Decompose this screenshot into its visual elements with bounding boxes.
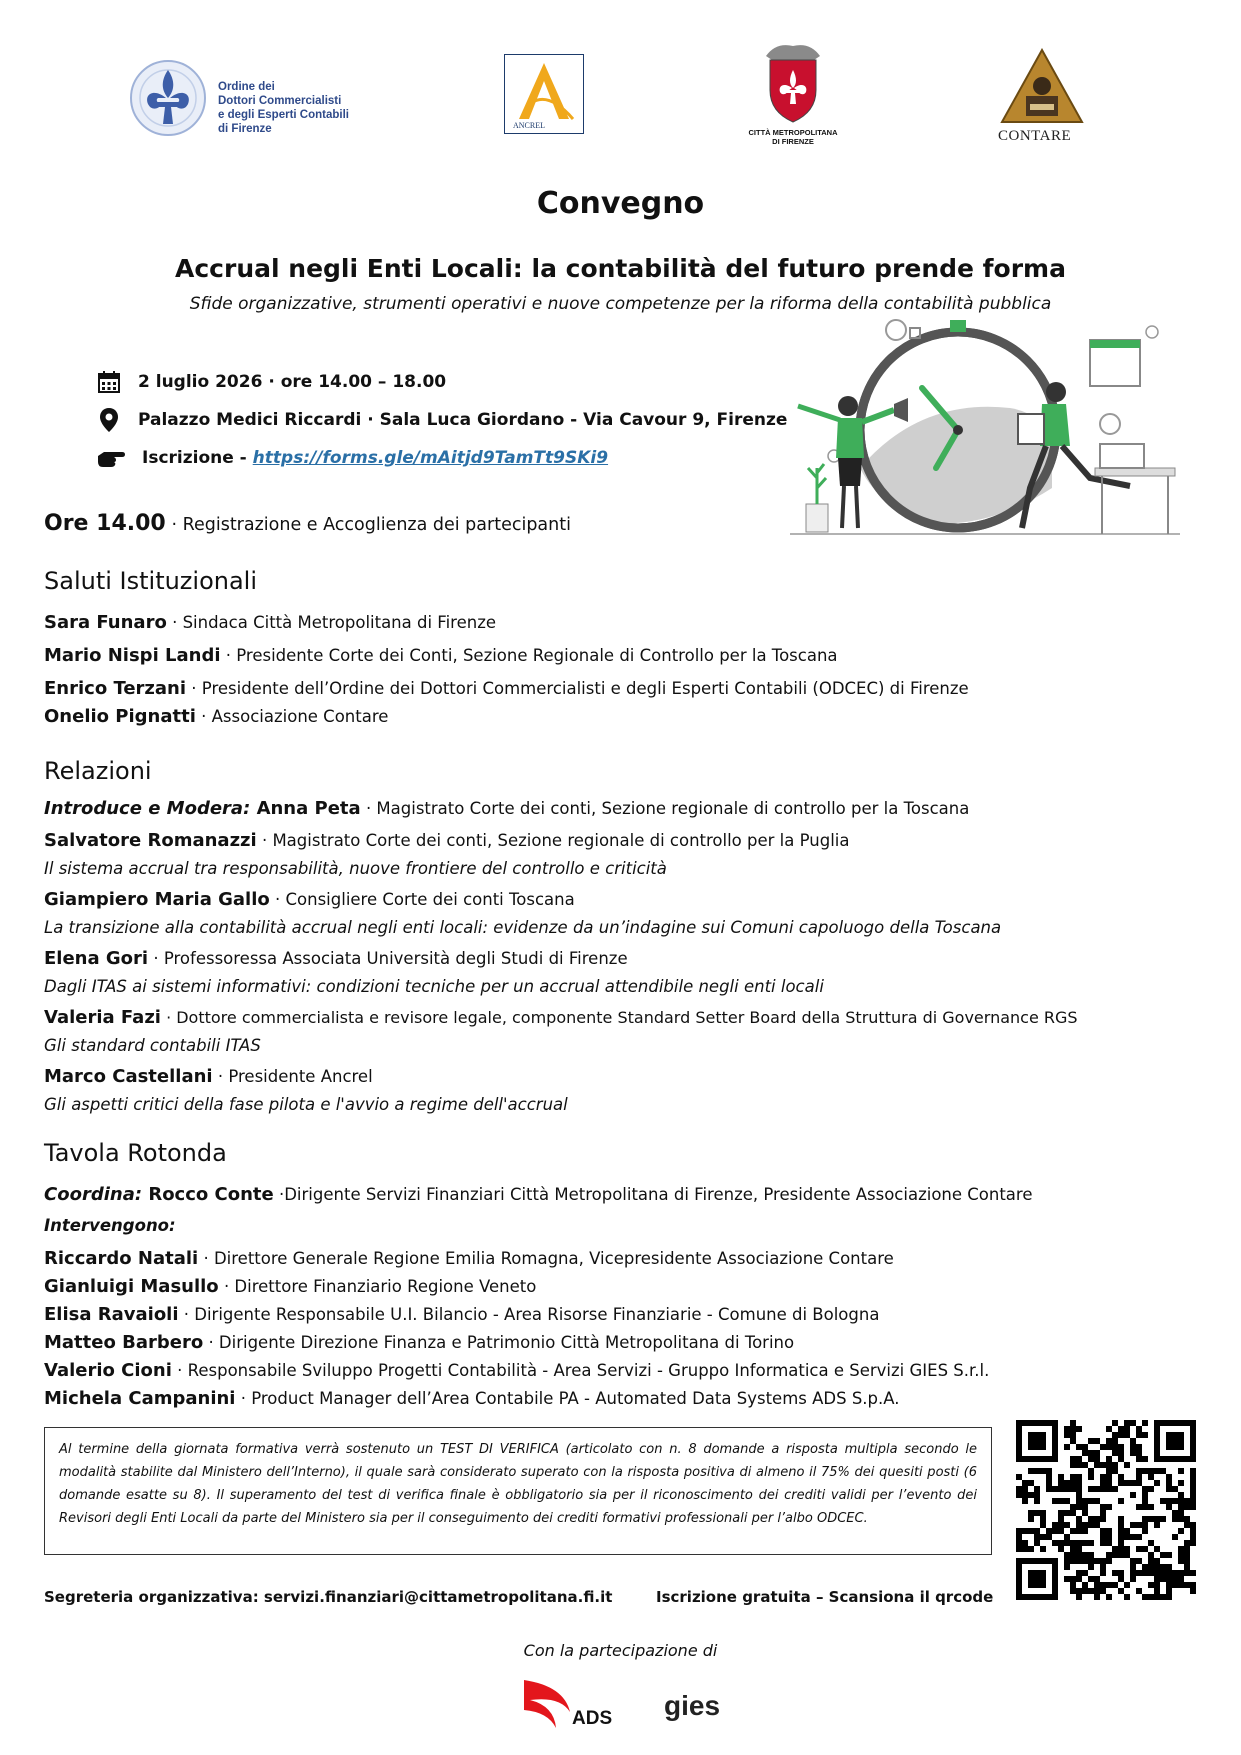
citta-line: DI FIRENZE (772, 137, 814, 146)
ads-logo (520, 1676, 620, 1732)
speaker-row (44, 1007, 1204, 1029)
speaker-name: Onelio Pignatti (44, 706, 196, 727)
contare-label: CONTARE (998, 128, 1072, 144)
qr-code[interactable] (1016, 1420, 1196, 1600)
speaker-row (44, 612, 1204, 634)
odcec-line: Dottori Commercialisti (218, 95, 342, 107)
moderator-label: Introduce e Modera: (44, 798, 251, 819)
odcec-line: di Firenze (218, 123, 272, 135)
intervengono-label: Intervengono: (44, 1216, 176, 1235)
speaker-row (44, 706, 1204, 728)
talk-topic: Il sistema accrual tra responsabilità, nuove frontiere del controllo e criticità (44, 859, 667, 878)
citta-label (742, 128, 844, 146)
event-date: 2 luglio 2026 · ore 14.00 – 18.00 (138, 372, 447, 392)
speaker-name: Mario Nispi Landi (44, 645, 221, 666)
speaker-row (44, 1248, 1204, 1270)
speaker-name: Giampiero Maria Gallo (44, 889, 270, 910)
speaker-role: ·Dirigente Servizi Finanziari Città Metropolitana di Firenze, Presidente Associazione Contare (278, 1185, 1033, 1204)
signup-row (96, 445, 608, 471)
speaker-role: · Presidente Corte dei Conti, Sezione Regionale di Controllo per la Toscana (225, 646, 838, 665)
secretary-contact: Segreteria organizzativa: servizi.finanziari@cittametropolitana.fi.it (44, 1588, 613, 1606)
speaker-role: · Dirigente Direzione Finanza e Patrimonio Città Metropolitana di Torino (208, 1333, 795, 1352)
ancrel-a-icon (511, 61, 577, 121)
odcec-line: Ordine dei (218, 81, 275, 93)
ancrel-logo (504, 54, 584, 134)
citta-metropolitana-logo (748, 40, 838, 156)
moderator-row (44, 798, 1204, 820)
city-crest-icon (756, 40, 830, 124)
speaker-name: Riccardo Natali (44, 1248, 199, 1269)
map-pin-icon (96, 407, 122, 433)
speaker-name: Elena Gori (44, 948, 149, 969)
contare-triangle-icon (1000, 48, 1084, 124)
citta-line: CITTÀ METROPOLITANA (748, 128, 838, 137)
speaker-role: · Consigliere Corte dei conti Toscana (275, 890, 575, 909)
speaker-row (44, 889, 1204, 911)
speaker-role: · Professoressa Associata Università degli Studi di Firenze (153, 949, 628, 968)
opening-row (44, 511, 1204, 536)
speaker-name: Valerio Cioni (44, 1360, 172, 1381)
event-subtitle: Accrual negli Enti Locali: la contabilità del futuro prende forma (175, 254, 1066, 283)
speaker-role: · Magistrato Corte dei conti, Sezione regionale di controllo per la Toscana (365, 799, 970, 818)
speaker-name: Enrico Terzani (44, 678, 187, 699)
contare-logo (992, 48, 1092, 148)
speaker-role: · Presidente dell’Ordine dei Dottori Commercialisti e degli Esperti Contabili (ODCEC) di Firenze (191, 679, 969, 698)
speaker-row (44, 1388, 1204, 1410)
speaker-name: Salvatore Romanazzi (44, 830, 257, 851)
speaker-row (44, 830, 1204, 852)
coordinator-label: Coordina: (44, 1184, 143, 1205)
event-tagline: Sfide organizzative, strumenti operativi e nuove competenze per la riforma della contabilità pubblica (189, 294, 1052, 314)
event-place: Palazzo Medici Riccardi · Sala Luca Giordano - Via Cavour 9, Firenze (138, 410, 788, 430)
talk-topic: Gli aspetti critici della fase pilota e l'avvio a regime dell'accrual (44, 1095, 568, 1114)
date-row (96, 369, 446, 395)
place-row (96, 407, 787, 433)
speaker-name: Anna Peta (256, 798, 361, 819)
odcec-line: e degli Esperti Contabili (218, 109, 349, 121)
speaker-row (44, 1276, 1204, 1298)
speaker-row (44, 948, 1204, 970)
speaker-name: Valeria Fazi (44, 1007, 161, 1028)
ads-swoosh-icon (520, 1676, 580, 1732)
speaker-role: · Direttore Generale Regione Emilia Romagna, Vicepresidente Associazione Contare (203, 1249, 894, 1268)
speaker-row (44, 1360, 1204, 1382)
clock-illustration (790, 318, 1180, 538)
speaker-name: Gianluigi Masullo (44, 1276, 219, 1297)
speaker-role: · Sindaca Città Metropolitana di Firenze (172, 613, 497, 632)
partners-label: Con la partecipazione di (523, 1641, 718, 1660)
ancrel-label: ANCREL (513, 121, 545, 130)
fleur-de-lis-icon (128, 58, 208, 138)
speaker-row (44, 1332, 1204, 1354)
opening-time: Ore 14.00 (44, 511, 166, 536)
talk-topic: Dagli ITAS ai sistemi informativi: condizioni tecniche per un accrual attendibile negli enti locali (44, 977, 824, 996)
speaker-row (44, 1066, 1204, 1088)
page-title: Convegno (536, 186, 705, 221)
ads-label: ADS (572, 1708, 613, 1729)
speaker-role: · Associazione Contare (201, 707, 389, 726)
speaker-role: · Responsabile Sviluppo Progetti Contabilità - Area Servizi - Gruppo Informatica e Servizi GIES S.r.l. (177, 1361, 990, 1380)
speaker-row (44, 678, 1204, 700)
calendar-icon (96, 369, 122, 395)
speaker-name: Michela Campanini (44, 1388, 236, 1409)
odcec-name (218, 80, 349, 136)
gies-logo (664, 1690, 720, 1722)
speaker-role: · Magistrato Corte dei conti, Sezione regionale di controllo per la Puglia (261, 831, 850, 850)
signup-label: Iscrizione - (142, 448, 247, 468)
coordinator-row (44, 1184, 1204, 1206)
speaker-role: · Product Manager dell’Area Contabile PA - Automated Data Systems ADS S.p.A. (240, 1389, 900, 1408)
speaker-name: Sara Funaro (44, 612, 167, 633)
tavola-heading: Tavola Rotonda (44, 1139, 227, 1167)
speaker-name: Marco Castellani (44, 1066, 213, 1087)
saluti-heading: Saluti Istituzionali (44, 567, 258, 595)
speaker-row (44, 1304, 1204, 1326)
speaker-role: · Direttore Finanziario Regione Veneto (223, 1277, 537, 1296)
gies-label: gies (664, 1690, 721, 1721)
relazioni-heading: Relazioni (44, 757, 152, 785)
speaker-name: Elisa Ravaioli (44, 1304, 179, 1325)
speaker-role: · Dirigente Responsabile U.I. Bilancio - Area Risorse Finanziarie - Comune di Bologna (183, 1305, 880, 1324)
pointing-hand-icon (96, 445, 126, 471)
logo-bar (0, 40, 1241, 160)
speaker-row (44, 645, 1204, 667)
verification-test-note: Al termine della giornata formativa verrà sostenuto un TEST DI VERIFICA (articolato con n. 8 domande a risposta multipla secondo le modalità stabilite dal Ministero dell’Interno), il quale sarà considerato superato con la risposta positiva di almeno il 75% dei quesiti posti (6 domande esatte su 8). Il superamento del test di verifica finale è obbligatorio sia per il riconoscimento dei crediti validi per l’evento dei Revisori degli Enti Locali da parte del Ministero sia per il conseguimento dei crediti formativi professionali per l’albo ODCEC. (44, 1427, 992, 1555)
speaker-name: Rocco Conte (148, 1184, 274, 1205)
opening-text: · Registrazione e Accoglienza dei partecipanti (171, 515, 571, 535)
speaker-name: Matteo Barbero (44, 1332, 204, 1353)
talk-topic: La transizione alla contabilità accrual negli enti locali: evidenze da un’indagine sui Comuni capoluogo della Toscana (44, 918, 1002, 937)
signup-link[interactable]: https://forms.gle/mAitjd9TamTt9SKi9 (252, 448, 609, 468)
talk-topic: Gli standard contabili ITAS (44, 1036, 261, 1055)
speaker-role: · Dottore commercialista e revisore legale, componente Standard Setter Board della Struttura di Governance RGS (166, 1008, 1078, 1027)
free-signup-note: Iscrizione gratuita – Scansiona il qrcode (656, 1588, 994, 1606)
odcec-logo (128, 58, 378, 140)
speaker-role: · Presidente Ancrel (217, 1067, 373, 1086)
